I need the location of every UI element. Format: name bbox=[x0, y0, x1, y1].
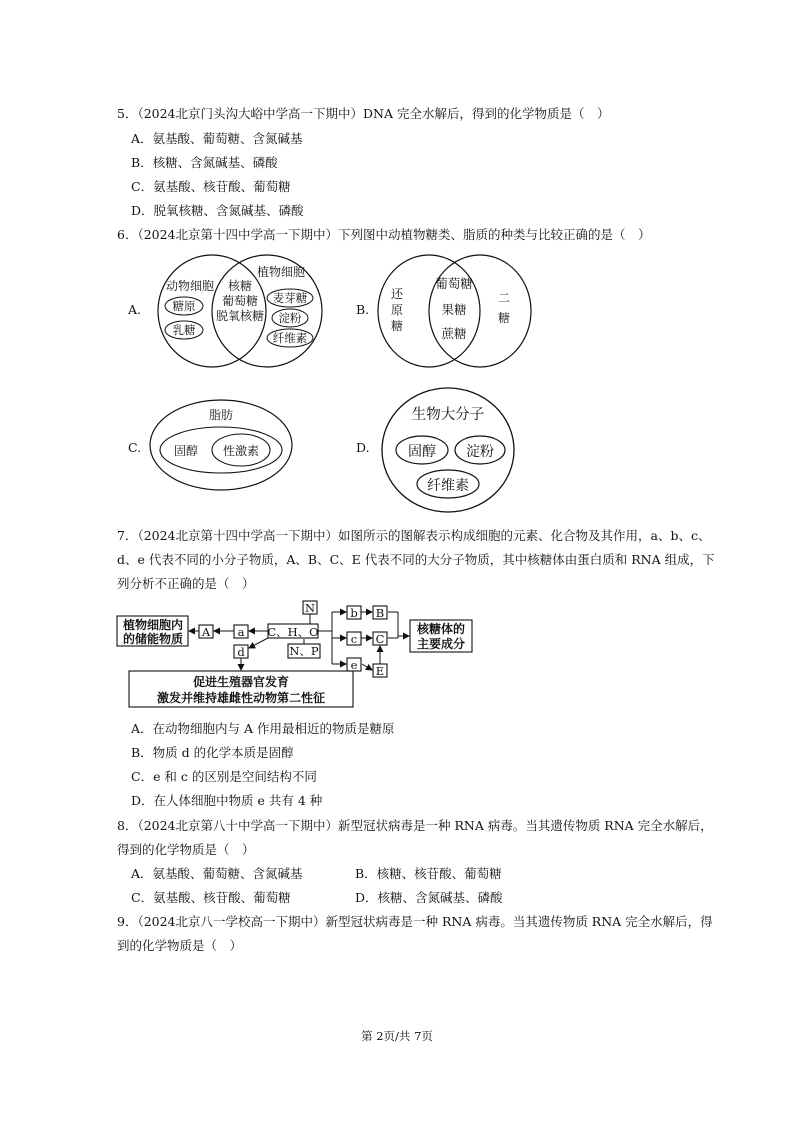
q5-option-d[interactable]: D．脱氧核糖、含氮碱基、磷酸 bbox=[131, 203, 304, 218]
q7-stem-line-1: 7．（2024北京第十四中学高一下期中）如图所示的图解表示构成细胞的元素、化合物及其作用，a、b、c、 bbox=[117, 528, 711, 543]
fig-d-cellulose: 纤维素 bbox=[427, 478, 469, 494]
q7-stem-line-2: d、e 代表不同的小分子物质，A、B、C、E 代表不同的大分子物质，其中核糖体由蛋白质和 RNA 组成，下 bbox=[117, 552, 715, 567]
fig-a-animal-label: 动物细胞 bbox=[165, 279, 215, 293]
q7-option-d[interactable]: D．在人体细胞中物质 e 共有 4 种 bbox=[131, 793, 323, 808]
q6-figure-b bbox=[374, 250, 534, 372]
q6-figure-d bbox=[377, 386, 519, 516]
diagram-ribosome-line-2: 主要成分 bbox=[416, 637, 466, 651]
fig-b-glucose: 葡萄糖 bbox=[435, 276, 473, 291]
q7-option-a[interactable]: A．在动物细胞内与 A 作用最相近的物质是糖原 bbox=[131, 721, 395, 736]
fig-a-starch: 淀粉 bbox=[278, 311, 302, 325]
fig-a-plant-label: 植物细胞 bbox=[256, 265, 306, 279]
diagram-hormone-line-1: 促进生殖器官发育 bbox=[192, 675, 290, 689]
q8-stem-line-2: 得到的化学物质是（ ） bbox=[117, 842, 255, 857]
q6-stem: 6．（2024北京第十四中学高一下期中）下列图中动植物糖类、脂质的种类与比较正确的是（ ） bbox=[117, 227, 651, 242]
diagram-store-line-2: 的储能物质 bbox=[122, 632, 184, 646]
q8-option-a[interactable]: A．氨基酸、葡萄糖、含氮碱基 bbox=[131, 866, 303, 881]
q5-option-c[interactable]: C．氨基酸、核苷酸、葡萄糖 bbox=[131, 179, 291, 194]
q8-stem-line-1: 8．（2024北京第八十中学高一下期中）新型冠状病毒是一种 RNA 病毒。当其遗传物质 RNA 完全水解后， bbox=[117, 818, 713, 833]
q5-option-b[interactable]: B．核糖、含氮碱基、磷酸 bbox=[131, 155, 278, 170]
fig-a-cellulose: 纤维素 bbox=[272, 331, 308, 345]
fig-a-maltose: 麦芽糖 bbox=[272, 291, 308, 305]
q6-label-a[interactable]: A. bbox=[128, 302, 142, 317]
diagram-ribosome-line-1: 核糖体的 bbox=[416, 622, 466, 636]
fig-b-fructose: 果糖 bbox=[441, 302, 467, 317]
fig-b-right-char-1: 二 bbox=[497, 291, 511, 305]
diagram-node-N: N bbox=[304, 601, 316, 615]
diagram-node-d: d bbox=[237, 645, 245, 659]
q7-option-c[interactable]: C．e 和 c 的区别是空间结构不同 bbox=[131, 769, 317, 784]
diagram-node-b: b bbox=[350, 606, 358, 620]
page-footer: 第 2页/共 7页 bbox=[361, 1029, 433, 1043]
q6-label-b[interactable]: B. bbox=[356, 302, 370, 317]
fig-a-ribose: 核糖 bbox=[227, 279, 253, 293]
diagram-node-e: e bbox=[350, 658, 358, 672]
q9-stem-line-2: 到的化学物质是（ ） bbox=[117, 938, 243, 953]
fig-d-sterol: 固醇 bbox=[408, 444, 436, 460]
fig-c-fat: 脂肪 bbox=[208, 408, 234, 422]
fig-a-lactose: 乳糖 bbox=[172, 323, 196, 337]
diagram-node-c: c bbox=[350, 632, 358, 646]
diagram-node-CHO: C、H、O bbox=[267, 625, 319, 639]
diagram-node-NP: N、P bbox=[289, 644, 319, 658]
diagram-store-line-1: 植物细胞内 bbox=[122, 618, 184, 632]
diagram-node-a: a bbox=[237, 625, 245, 639]
q6-figure-a bbox=[150, 250, 330, 372]
q9-stem-line-1: 9．（2024北京八一学校高一下期中）新型冠状病毒是一种 RNA 病毒。当其遗传物质 RNA 完全水解后，得 bbox=[117, 914, 713, 929]
diagram-node-E: E bbox=[375, 664, 385, 678]
fig-a-glycogen: 糖原 bbox=[172, 299, 196, 313]
q6-figure-c bbox=[147, 397, 299, 493]
diagram-node-C: C bbox=[375, 632, 385, 646]
q5-option-a[interactable]: A．氨基酸、葡萄糖、含氮碱基 bbox=[131, 131, 303, 146]
q7-diagram bbox=[116, 598, 476, 710]
fig-a-deoxyribose: 脱氧核糖 bbox=[215, 309, 265, 323]
fig-d-starch: 淀粉 bbox=[466, 444, 494, 460]
fig-b-left-char-1: 还 bbox=[390, 287, 404, 301]
q7-option-b[interactable]: B．物质 d 的化学本质是固醇 bbox=[131, 745, 294, 760]
fig-d-macromolecule: 生物大分子 bbox=[411, 407, 485, 423]
q6-label-d[interactable]: D. bbox=[356, 440, 370, 455]
q6-label-c[interactable]: C. bbox=[128, 440, 142, 455]
diagram-node-A: A bbox=[201, 625, 211, 639]
q5-stem: 5．（2024北京门头沟大峪中学高一下期中）DNA 完全水解后，得到的化学物质是（ ） bbox=[117, 106, 610, 121]
fig-b-left-char-3: 糖 bbox=[390, 319, 404, 333]
diagram-node-B: B bbox=[375, 606, 385, 620]
q8-option-d[interactable]: D．核糖、含氮碱基、磷酸 bbox=[355, 890, 503, 905]
fig-b-sucrose: 蔗糖 bbox=[441, 326, 467, 341]
q8-option-b[interactable]: B．核糖、核苷酸、葡萄糖 bbox=[355, 866, 502, 881]
diagram-hormone-line-2: 激发并维持雄雌性动物第二性征 bbox=[156, 691, 326, 705]
q7-stem-line-3: 列分析不正确的是（ ） bbox=[117, 576, 255, 591]
fig-c-sterol: 固醇 bbox=[173, 444, 199, 458]
fig-b-left-char-2: 原 bbox=[390, 303, 404, 317]
fig-b-right-char-2: 糖 bbox=[497, 311, 511, 325]
fig-a-glucose: 葡萄糖 bbox=[221, 294, 259, 308]
fig-c-sex-hormone: 性激素 bbox=[222, 444, 260, 458]
q8-option-c[interactable]: C．氨基酸、核苷酸、葡萄糖 bbox=[131, 890, 291, 905]
